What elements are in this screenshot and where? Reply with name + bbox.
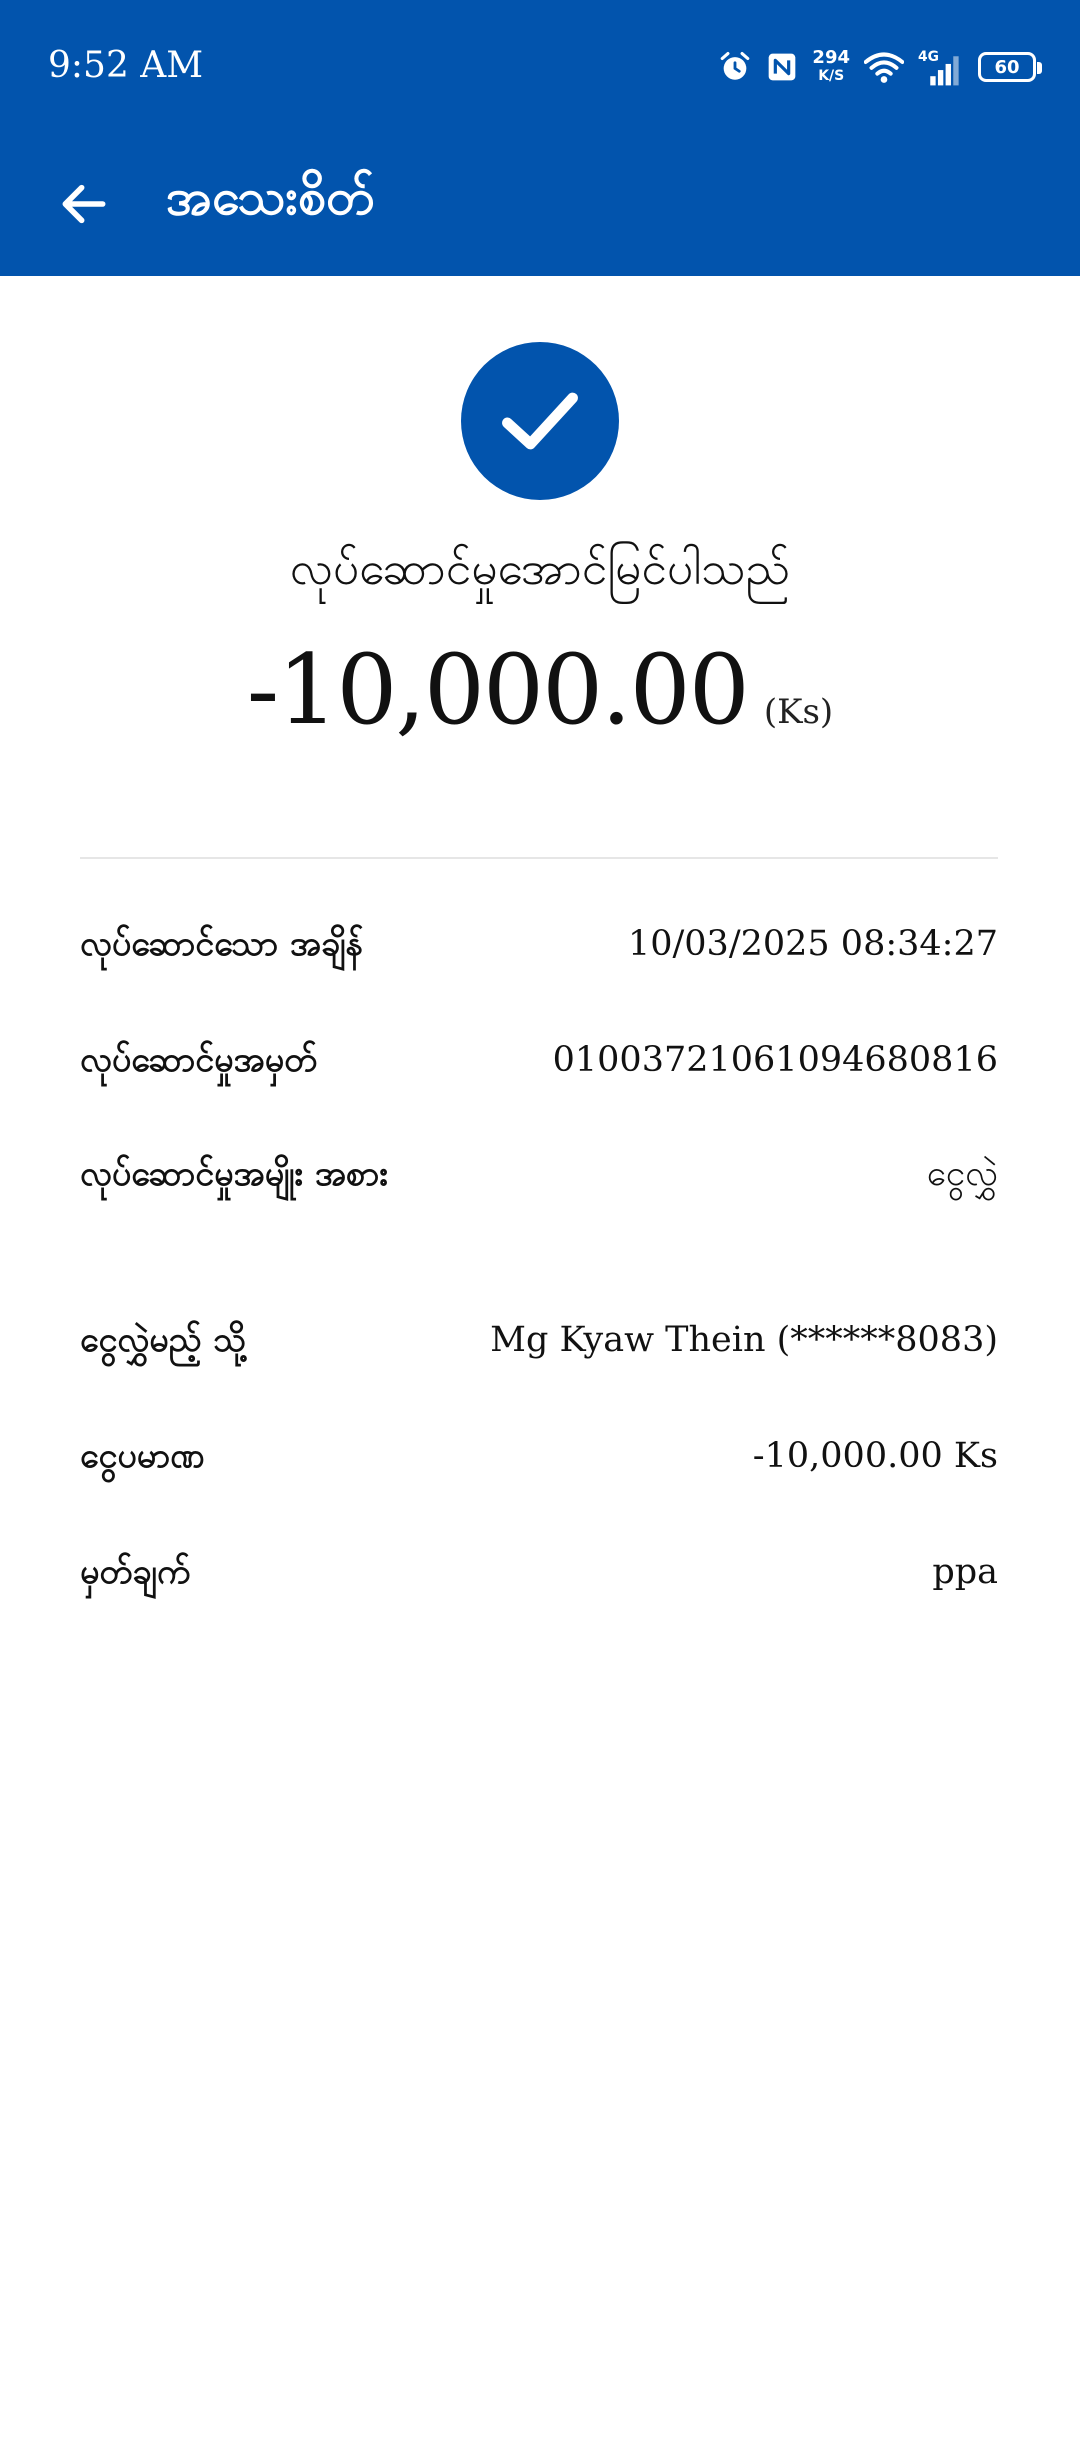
check-icon [494,375,586,467]
detail-label: လုပ်ဆောင်သော အချိန် [80,924,364,964]
alarm-icon [718,50,752,84]
nfc-icon [766,51,798,83]
detail-value: 10/03/2025 08:34:27 [627,924,998,964]
status-time: 9:52 AM [48,45,204,86]
success-check-badge [461,342,619,500]
signal-icon [918,47,964,87]
detail-label: ငွေလွှဲမည့် သို့ [80,1320,247,1360]
detail-label: လုပ်ဆောင်မှုအမှတ် [80,1040,318,1080]
net-speed-value: 294 [812,47,850,68]
header [0,0,1080,276]
page-title: အသေးစိတ် [166,168,375,226]
detail-value: ငွေလွှဲ [926,1154,998,1194]
detail-label: လုပ်ဆောင်မှုအမျိုး အစား [80,1154,388,1194]
back-button[interactable] [40,160,128,248]
amount-currency: (Ks) [763,692,834,732]
status-icons [718,42,1036,92]
detail-label: မှတ်ချက် [80,1552,191,1592]
wifi-icon [864,50,904,84]
detail-value: 01003721061094680816 [552,1040,998,1080]
battery-icon [978,52,1036,82]
detail-value: Mg Kyaw Thein (******8083) [490,1320,998,1360]
arrow-left-icon [56,176,112,232]
net-speed [812,49,850,85]
app-bar [0,130,1080,276]
detail-label: ငွေပမာဏ [80,1436,205,1476]
divider [80,857,998,859]
detail-value: ppa [932,1552,998,1592]
success-message: လုပ်ဆောင်မှုအောင်မြင်ပါသည် [289,541,791,595]
amount-row [0,630,1080,750]
battery-level: 60 [994,56,1020,78]
amount-value: -10,000.00 [246,634,748,746]
net-speed-unit: K/S [818,68,845,84]
detail-value: -10,000.00 Ks [752,1436,998,1476]
status-bar [0,0,1080,130]
network-type-label: 4G [918,48,939,65]
